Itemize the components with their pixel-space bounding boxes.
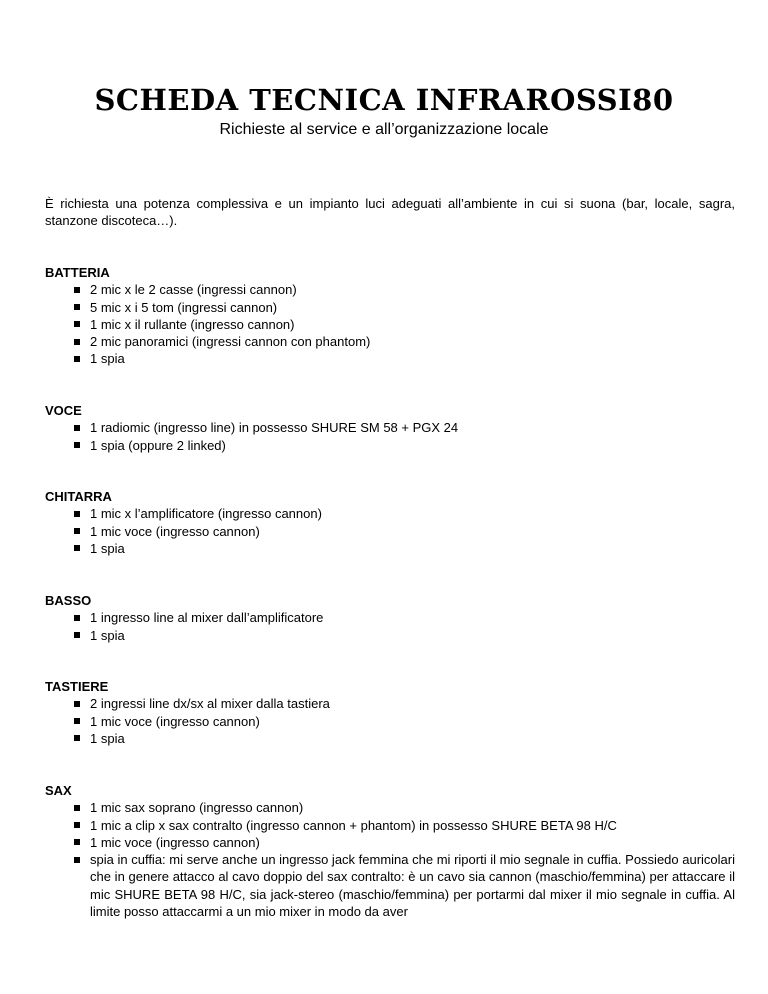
list-item-text: spia in cuffia: mi serve anche un ingresso jack femmina che mi riporti il mio segnale in cuffia. Possiedo auricolari che in genere attacco al cavo doppio del sax contralto: è un cavo sia cannon (maschio/femmina) per attaccare il mic SHURE BETA 98 H/C, sia jack-stereo (maschio/femmina) per portarmi dal mixer il mio segnale in cuffia. Al limite posso attaccarmi a un mio mixer in modo da aver [90,852,735,920]
square-bullet-icon [74,304,80,310]
list-item-text: 1 spia [90,730,125,746]
bullet-list [45,799,735,920]
page-subtitle: Richieste al service e all’organizzazione locale [219,121,549,138]
section-heading: BASSO [45,593,92,608]
list-item-text: 1 mic sax soprano (ingresso cannon) [90,800,304,816]
list-item [45,834,735,851]
list-item [45,419,735,436]
square-bullet-icon [74,287,80,293]
section-sax [45,782,735,920]
section-heading: BATTERIA [45,265,110,280]
list-item-text: 2 mic panoramici (ingressi cannon con phantom) [90,334,371,350]
list-item-text: 2 ingressi line dx/sx al mixer dalla tastiera [90,696,330,712]
list-item-text: 1 mic x l’amplificatore (ingresso cannon) [90,506,322,522]
square-bullet-icon [74,857,80,863]
section-heading: CHITARRA [45,489,112,504]
list-item [45,799,735,816]
section-voce [45,402,735,454]
list-item [45,523,735,540]
section-basso [45,592,735,644]
bullet-list [45,419,735,454]
square-bullet-icon [74,735,80,741]
list-item [45,350,735,367]
square-bullet-icon [74,805,80,811]
list-item-text: 5 mic x i 5 tom (ingressi cannon) [90,299,278,315]
list-item [45,505,735,522]
square-bullet-icon [74,615,80,621]
square-bullet-icon [74,511,80,517]
list-item [45,281,735,298]
list-item-text: 1 mic voce (ingresso cannon) [90,523,260,539]
list-item-text: 2 mic x le 2 casse (ingressi cannon) [90,282,297,298]
square-bullet-icon [74,545,80,551]
square-bullet-icon [74,632,80,638]
square-bullet-icon [74,718,80,724]
list-item [45,851,735,920]
list-item [45,695,735,712]
section-heading: SAX [45,783,72,798]
square-bullet-icon [74,442,80,448]
list-item [45,627,735,644]
list-item-text: 1 spia [90,540,125,556]
bullet-list [45,505,735,557]
bullet-list [45,695,735,747]
list-item [45,713,735,730]
square-bullet-icon [74,701,80,707]
list-item-text: 1 mic x il rullante (ingresso cannon) [90,316,295,332]
list-item-text: 1 mic voce (ingresso cannon) [90,834,260,850]
list-item [45,333,735,350]
list-item-text: 1 ingresso line al mixer dall’amplificatore [90,610,324,626]
list-item-text: 1 spia (oppure 2 linked) [90,437,226,453]
square-bullet-icon [74,822,80,828]
square-bullet-icon [74,839,80,845]
list-item [45,316,735,333]
list-item-text: 1 spia [90,627,125,643]
list-item [45,299,735,316]
square-bullet-icon [74,356,80,362]
section-chitarra [45,488,735,557]
list-item [45,437,735,454]
section-tastiere [45,678,735,747]
list-item [45,540,735,557]
list-item-text: 1 radiomic (ingresso line) in possesso SHURE SM 58 + PGX 24 [90,420,459,436]
intro-paragraph: È richiesta una potenza complessiva e un impianto luci adeguati all’ambiente in cui si suona (bar, locale, sagra, stanzone discoteca…). [45,196,735,229]
section-heading: TASTIERE [45,679,109,694]
square-bullet-icon [74,339,80,345]
square-bullet-icon [74,425,80,431]
list-item-text: 1 mic voce (ingresso cannon) [90,713,260,729]
bullet-list [45,609,735,644]
section-batteria [45,264,735,368]
bullet-list [45,281,735,367]
list-item-text: 1 mic a clip x sax contralto (ingresso cannon + phantom) in possesso SHURE BETA 98 H/C [90,817,617,833]
list-item-text: 1 spia [90,351,125,367]
square-bullet-icon [74,528,80,534]
page-title: SCHEDA TECNICA INFRAROSSI80 [94,83,674,117]
section-heading: VOCE [45,403,82,418]
list-item [45,817,735,834]
square-bullet-icon [74,321,80,327]
list-item [45,609,735,626]
list-item [45,730,735,747]
